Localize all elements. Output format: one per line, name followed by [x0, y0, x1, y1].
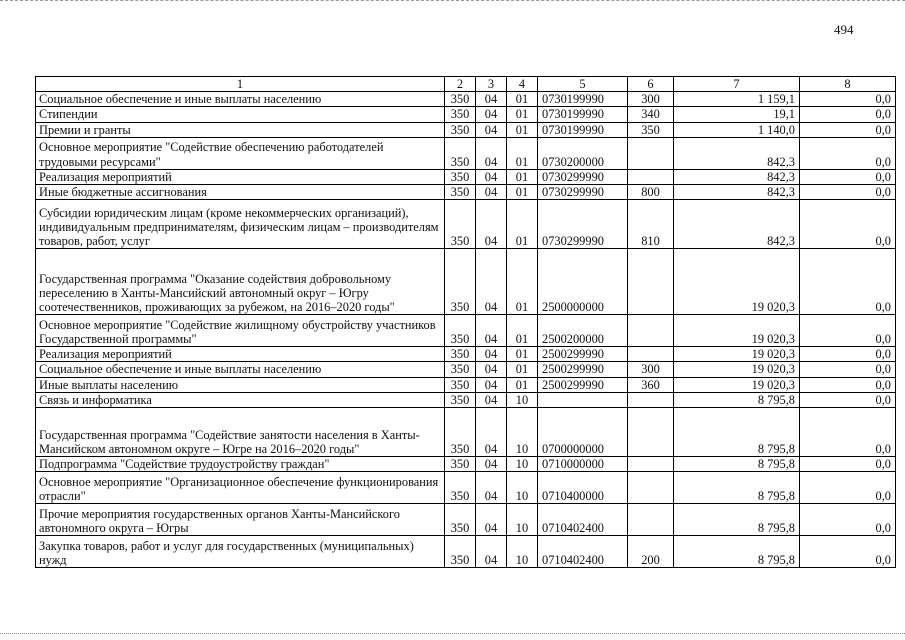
row-name: Закупка товаров, работ и услуг для государственных (муниципальных) нужд	[36, 536, 445, 568]
column-header-4: 4	[507, 77, 538, 92]
table-row	[36, 377, 896, 392]
table-row	[36, 408, 896, 457]
code-subsection: 01	[507, 362, 538, 377]
code-section: 04	[476, 249, 507, 315]
amount-change: 0,0	[800, 169, 896, 184]
amount-change: 0,0	[800, 362, 896, 377]
code-target-article: 0730200000	[538, 137, 628, 169]
column-header-5: 5	[538, 77, 628, 92]
scan-bottom-edge	[0, 633, 905, 635]
amount-change: 0,0	[800, 377, 896, 392]
code-subsection: 01	[507, 92, 538, 107]
code-target-article: 0730299990	[538, 169, 628, 184]
amount-value: 19 020,3	[674, 362, 800, 377]
code-ministry: 350	[445, 122, 476, 137]
code-subsection: 01	[507, 185, 538, 200]
code-target-article: 2500000000	[538, 249, 628, 315]
amount-change: 0,0	[800, 122, 896, 137]
code-section: 04	[476, 107, 507, 122]
code-target-article: 0730299990	[538, 185, 628, 200]
row-name: Субсидии юридическим лицам (кроме некоммерческих организаций), индивидуальным предпринимателям, физическим лицам – производителям товаров, работ, услуг	[36, 200, 445, 249]
amount-change: 0,0	[800, 504, 896, 536]
code-expense-type	[628, 347, 674, 362]
code-section: 04	[476, 347, 507, 362]
code-expense-type	[628, 137, 674, 169]
code-target-article: 0730199990	[538, 107, 628, 122]
code-ministry: 350	[445, 137, 476, 169]
code-subsection: 01	[507, 377, 538, 392]
code-expense-type	[628, 504, 674, 536]
table-row	[36, 362, 896, 377]
amount-change: 0,0	[800, 392, 896, 407]
table-row	[36, 457, 896, 472]
amount-value: 19 020,3	[674, 347, 800, 362]
amount-change: 0,0	[800, 315, 896, 347]
amount-value: 842,3	[674, 200, 800, 249]
code-expense-type: 360	[628, 377, 674, 392]
code-subsection: 10	[507, 504, 538, 536]
row-name: Связь и информатика	[36, 392, 445, 407]
page-number: 494	[834, 22, 854, 37]
code-expense-type: 350	[628, 122, 674, 137]
code-ministry: 350	[445, 377, 476, 392]
code-subsection: 10	[507, 408, 538, 457]
amount-change: 0,0	[800, 249, 896, 315]
table-header-row	[36, 77, 896, 92]
code-target-article: 0710400000	[538, 472, 628, 504]
table-row	[36, 169, 896, 184]
code-ministry: 350	[445, 249, 476, 315]
row-name: Иные бюджетные ассигнования	[36, 185, 445, 200]
row-name: Реализация мероприятий	[36, 347, 445, 362]
code-target-article: 0730199990	[538, 122, 628, 137]
table-row	[36, 392, 896, 407]
code-section: 04	[476, 122, 507, 137]
code-ministry: 350	[445, 472, 476, 504]
code-expense-type	[628, 315, 674, 347]
amount-value: 842,3	[674, 169, 800, 184]
column-header-7: 7	[674, 77, 800, 92]
code-target-article: 2500299990	[538, 362, 628, 377]
amount-change: 0,0	[800, 137, 896, 169]
code-subsection: 01	[507, 200, 538, 249]
code-ministry: 350	[445, 362, 476, 377]
amount-value: 842,3	[674, 137, 800, 169]
amount-value: 1 159,1	[674, 92, 800, 107]
code-expense-type: 300	[628, 92, 674, 107]
amount-change: 0,0	[800, 472, 896, 504]
table-row	[36, 347, 896, 362]
amount-value: 1 140,0	[674, 122, 800, 137]
table-row	[36, 315, 896, 347]
code-target-article	[538, 392, 628, 407]
row-name: Социальное обеспечение и иные выплаты населению	[36, 92, 445, 107]
code-section: 04	[476, 504, 507, 536]
amount-value: 8 795,8	[674, 392, 800, 407]
code-expense-type: 800	[628, 185, 674, 200]
column-header-2: 2	[445, 77, 476, 92]
code-expense-type: 300	[628, 362, 674, 377]
code-subsection: 10	[507, 536, 538, 568]
budget-table	[35, 76, 896, 568]
code-ministry: 350	[445, 457, 476, 472]
code-expense-type	[628, 169, 674, 184]
table-row	[36, 249, 896, 315]
row-name: Прочие мероприятия государственных органов Ханты-Мансийского автономного округа – Югры	[36, 504, 445, 536]
code-expense-type	[628, 408, 674, 457]
code-ministry: 350	[445, 315, 476, 347]
code-subsection: 01	[507, 315, 538, 347]
code-target-article: 0700000000	[538, 408, 628, 457]
table-row	[36, 107, 896, 122]
code-target-article: 2500200000	[538, 315, 628, 347]
amount-change: 0,0	[800, 185, 896, 200]
code-ministry: 350	[445, 92, 476, 107]
amount-change: 0,0	[800, 107, 896, 122]
code-section: 04	[476, 185, 507, 200]
code-expense-type: 810	[628, 200, 674, 249]
code-target-article: 0710402400	[538, 504, 628, 536]
table-row	[36, 185, 896, 200]
amount-value: 19 020,3	[674, 377, 800, 392]
code-section: 04	[476, 408, 507, 457]
code-subsection: 01	[507, 347, 538, 362]
amount-change: 0,0	[800, 200, 896, 249]
code-section: 04	[476, 457, 507, 472]
column-header-8: 8	[800, 77, 896, 92]
code-expense-type	[628, 457, 674, 472]
code-target-article: 0710402400	[538, 536, 628, 568]
amount-value: 8 795,8	[674, 536, 800, 568]
amount-change: 0,0	[800, 347, 896, 362]
table-row	[36, 92, 896, 107]
code-subsection: 10	[507, 457, 538, 472]
code-ministry: 350	[445, 107, 476, 122]
amount-value: 842,3	[674, 185, 800, 200]
code-section: 04	[476, 392, 507, 407]
row-name: Стипендии	[36, 107, 445, 122]
code-target-article: 0730199990	[538, 92, 628, 107]
amount-value: 8 795,8	[674, 472, 800, 504]
row-name: Подпрограмма "Содействие трудоустройству граждан"	[36, 457, 445, 472]
amount-value: 8 795,8	[674, 457, 800, 472]
row-name: Социальное обеспечение и иные выплаты населению	[36, 362, 445, 377]
amount-change: 0,0	[800, 92, 896, 107]
amount-change: 0,0	[800, 536, 896, 568]
row-name: Иные выплаты населению	[36, 377, 445, 392]
code-subsection: 01	[507, 122, 538, 137]
column-header-1: 1	[36, 77, 445, 92]
code-ministry: 350	[445, 504, 476, 536]
table-row	[36, 122, 896, 137]
code-subsection: 01	[507, 137, 538, 169]
code-expense-type	[628, 392, 674, 407]
code-subsection: 10	[507, 472, 538, 504]
code-ministry: 350	[445, 169, 476, 184]
code-subsection: 01	[507, 169, 538, 184]
amount-value: 8 795,8	[674, 504, 800, 536]
scan-top-edge	[0, 0, 905, 2]
row-name: Основное мероприятие "Организационное обеспечение функционирования отрасли"	[36, 472, 445, 504]
code-expense-type	[628, 472, 674, 504]
table-row	[36, 200, 896, 249]
code-section: 04	[476, 137, 507, 169]
code-expense-type	[628, 249, 674, 315]
code-subsection: 10	[507, 392, 538, 407]
code-target-article: 2500299990	[538, 377, 628, 392]
code-subsection: 01	[507, 249, 538, 315]
row-name: Реализация мероприятий	[36, 169, 445, 184]
code-expense-type: 340	[628, 107, 674, 122]
code-section: 04	[476, 536, 507, 568]
amount-change: 0,0	[800, 408, 896, 457]
amount-value: 19,1	[674, 107, 800, 122]
row-name: Государственная программа "Содействие занятости населения в Ханты-Мансийском автономном округе – Югре на 2016–2020 годы"	[36, 408, 445, 457]
row-name: Основное мероприятие "Содействие жилищному обустройству участников Государственной программы"	[36, 315, 445, 347]
code-target-article: 2500299990	[538, 347, 628, 362]
amount-value: 19 020,3	[674, 315, 800, 347]
row-name: Государственная программа "Оказание содействия добровольному переселению в Ханты-Мансийский автономный округ – Югру соотечественников, проживающих за рубежом, на 2016–2020 годы"	[36, 249, 445, 315]
table-row	[36, 137, 896, 169]
amount-change: 0,0	[800, 457, 896, 472]
code-ministry: 350	[445, 185, 476, 200]
code-ministry: 350	[445, 200, 476, 249]
code-target-article: 0730299990	[538, 200, 628, 249]
column-header-6: 6	[628, 77, 674, 92]
code-target-article: 0710000000	[538, 457, 628, 472]
row-name: Премии и гранты	[36, 122, 445, 137]
amount-value: 19 020,3	[674, 249, 800, 315]
code-ministry: 350	[445, 392, 476, 407]
code-ministry: 350	[445, 536, 476, 568]
column-header-3: 3	[476, 77, 507, 92]
code-section: 04	[476, 377, 507, 392]
row-name: Основное мероприятие "Содействие обеспечению работодателей трудовыми ресурсами"	[36, 137, 445, 169]
code-section: 04	[476, 200, 507, 249]
table-row	[36, 536, 896, 568]
code-subsection: 01	[507, 107, 538, 122]
code-section: 04	[476, 92, 507, 107]
code-section: 04	[476, 472, 507, 504]
table-row	[36, 472, 896, 504]
table-row	[36, 504, 896, 536]
code-expense-type: 200	[628, 536, 674, 568]
code-section: 04	[476, 362, 507, 377]
code-section: 04	[476, 315, 507, 347]
amount-value: 8 795,8	[674, 408, 800, 457]
code-section: 04	[476, 169, 507, 184]
code-ministry: 350	[445, 408, 476, 457]
code-ministry: 350	[445, 347, 476, 362]
